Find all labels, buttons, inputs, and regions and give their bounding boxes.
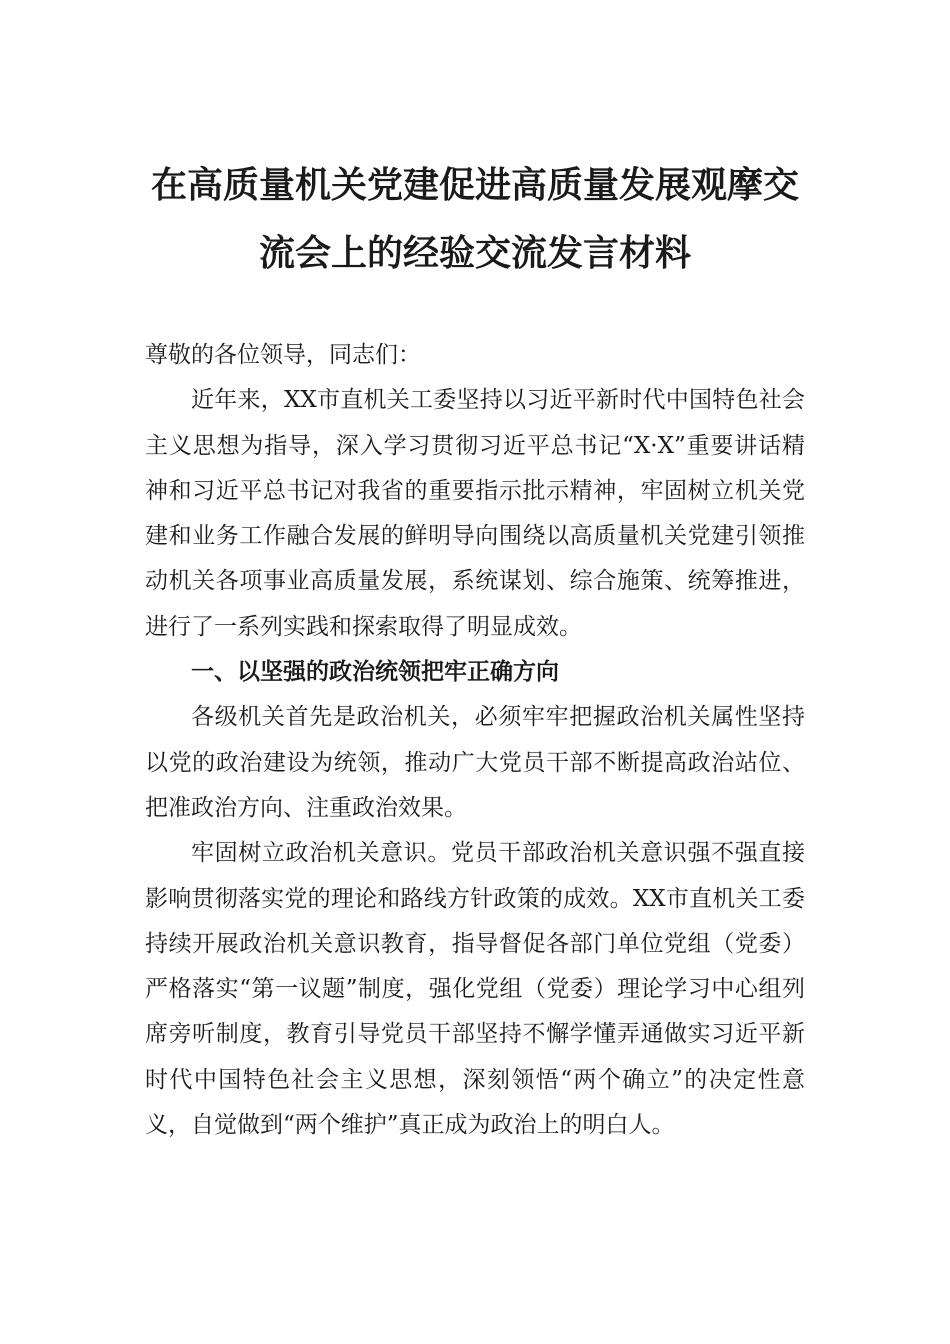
document-body: [145, 333, 805, 1148]
salutation: 尊敬的各位领导，同志们：: [145, 342, 421, 368]
document-title-line-2: 流会上的经验交流发言材料: [258, 233, 691, 274]
paragraph-political-awareness: 牢固树立政治机关意识。党员干部政治机关意识强不强直接影响贯彻落实党的理论和路线方针政策的成效。XX市直机关工委持续开展政治机关意识教育，指导督促各部门单位党组（党委）严格落实“第一议题”制度，强化党组（党委）理论学习中心组列席旁听制度，教育引导党员干部坚持不懈学懂弄通做实习近平新时代中国特色社会主义思想，深刻领悟“两个确立”的决定性意义，自觉做到“两个维护”真正成为政治上的明白人。: [145, 840, 805, 1139]
paragraph-intro: 近年来，XX市直机关工委坚持以习近平新时代中国特色社会主义思想为指导，深入学习贯彻习近平总书记“X·X”重要讲话精神和习近平总书记对我省的重要指示批示精神，牢固树立机关党建和业务工作融合发展的鲜明导向围绕以高质量机关党建引领推动机关各项事业高质量发展，系统谋划、综合施策、统筹推进，进行了一系列实践和探索取得了明显成效。: [145, 387, 805, 640]
paragraph-political-organ: 各级机关首先是政治机关，必须牢牢把握政治机关属性坚持以党的政治建设为统领，推动广大党员干部不断提高政治站位、把准政治方向、注重政治效果。: [145, 704, 805, 821]
section-heading-1: 一、以坚强的政治统领把牢正确方向: [191, 659, 559, 686]
document-title-line-1: 在高质量机关党建促进高质量发展观摩交: [150, 165, 799, 206]
